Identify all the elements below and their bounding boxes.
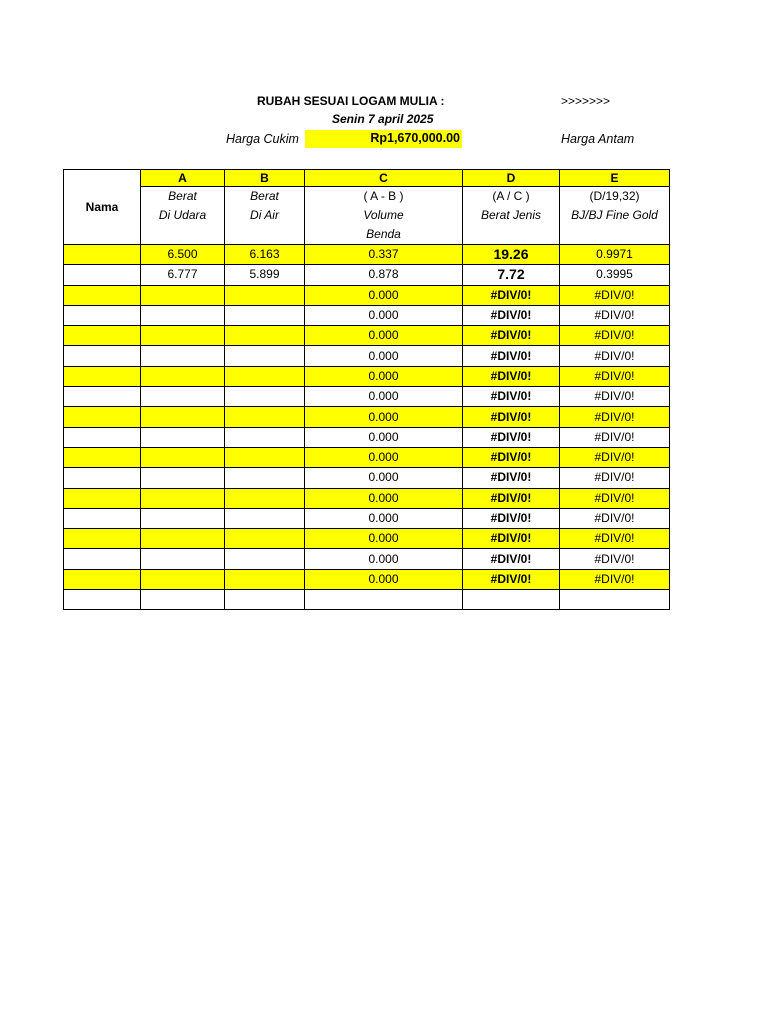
cell-b[interactable] [225,326,305,346]
cell-a[interactable] [141,407,225,427]
cell-a[interactable] [141,549,225,569]
cell-e[interactable]: #DIV/0! [560,326,670,346]
cell-e[interactable]: #DIV/0! [560,346,670,366]
cell-e[interactable]: #DIV/0! [560,427,670,447]
cell-c[interactable]: 0.000 [305,346,463,366]
cell-b[interactable]: 6.163 [225,245,305,265]
cell-e[interactable] [560,590,670,610]
cell-c[interactable]: 0.000 [305,366,463,386]
column-header-c-line3: Benda [366,227,401,241]
harga-cukim-cell[interactable] [305,130,462,148]
cell-nama[interactable] [64,529,141,549]
cell-c[interactable]: 0.000 [305,549,463,569]
cell-nama[interactable] [64,590,141,610]
cell-e[interactable]: #DIV/0! [560,569,670,589]
column-header-b-line1: Berat [250,189,279,203]
column-header-c [305,187,463,245]
cell-b[interactable]: 5.899 [225,265,305,285]
table-row [64,488,670,508]
cell-c[interactable]: 0.000 [305,529,463,549]
column-header-a-line2: Di Udara [158,208,207,222]
cell-d[interactable]: #DIV/0! [463,549,560,569]
column-header-b [225,187,305,245]
table-row [64,549,670,569]
harga-cukim-value: Rp1,670,000.00 [370,131,460,145]
cell-a[interactable] [141,346,225,366]
cell-a[interactable] [141,305,225,325]
cell-c[interactable]: 0.000 [305,285,463,305]
cell-nama[interactable] [64,346,141,366]
cell-c[interactable]: 0.000 [305,427,463,447]
cell-b[interactable] [225,488,305,508]
cell-b[interactable] [225,407,305,427]
cell-nama[interactable] [64,265,141,285]
cell-b[interactable] [225,387,305,407]
column-header-d [463,187,560,245]
column-letter-c: C [305,170,463,187]
table-row [64,366,670,386]
cell-b[interactable] [225,529,305,549]
arrows-indicator: >>>>>>> [561,94,611,108]
cell-c[interactable]: 0.337 [305,245,463,265]
column-header-a [141,187,225,245]
cell-b[interactable] [225,590,305,610]
column-letter-b: B [225,170,305,187]
cell-b[interactable] [225,346,305,366]
cell-e[interactable]: #DIV/0! [560,407,670,427]
cell-e[interactable]: #DIV/0! [560,366,670,386]
gold-density-table [63,169,670,610]
cell-a[interactable] [141,427,225,447]
table-row [64,407,670,427]
column-header-e-line1: (D/19,32) [589,189,640,203]
cell-d[interactable]: #DIV/0! [463,407,560,427]
cell-c[interactable]: 0.878 [305,265,463,285]
cell-a[interactable] [141,590,225,610]
cell-nama[interactable] [64,508,141,528]
cell-b[interactable] [225,468,305,488]
column-header-b-line2: Di Air [250,208,279,222]
cell-e[interactable]: #DIV/0! [560,488,670,508]
cell-d[interactable]: #DIV/0! [463,569,560,589]
cell-c[interactable]: 0.000 [305,447,463,467]
cell-d[interactable]: 19.26 [463,245,560,265]
cell-b[interactable] [225,366,305,386]
cell-b[interactable] [225,569,305,589]
cell-e[interactable]: #DIV/0! [560,305,670,325]
cell-d[interactable]: 7.72 [463,265,560,285]
harga-antam-label: Harga Antam [561,132,635,146]
cell-nama[interactable] [64,407,141,427]
cell-b[interactable] [225,305,305,325]
cell-d[interactable]: #DIV/0! [463,326,560,346]
cell-e[interactable]: #DIV/0! [560,549,670,569]
cell-e[interactable]: 0.3995 [560,265,670,285]
table-row [64,529,670,549]
cell-nama[interactable] [64,326,141,346]
cell-e[interactable]: #DIV/0! [560,468,670,488]
column-letter-e: E [560,170,670,187]
cell-d[interactable]: #DIV/0! [463,508,560,528]
cell-a[interactable]: 6.777 [141,265,225,285]
cell-b[interactable] [225,285,305,305]
cell-nama[interactable] [64,427,141,447]
table-row [64,346,670,366]
table-row [64,447,670,467]
cell-c[interactable]: 0.000 [305,508,463,528]
cell-c[interactable]: 0.000 [305,305,463,325]
cell-c[interactable]: 0.000 [305,488,463,508]
cell-a[interactable] [141,447,225,467]
cell-e[interactable]: #DIV/0! [560,508,670,528]
cell-nama[interactable] [64,468,141,488]
cell-c[interactable]: 0.000 [305,407,463,427]
column-header-d-line1: (A / C ) [492,189,530,203]
column-header-e [560,187,670,245]
cell-c[interactable]: 0.000 [305,326,463,346]
cell-a[interactable] [141,488,225,508]
table-row [64,468,670,488]
table-row [64,427,670,447]
sheet-title: RUBAH SESUAI LOGAM MULIA : [257,94,445,108]
table-row [64,387,670,407]
cell-nama[interactable] [64,569,141,589]
cell-a[interactable] [141,366,225,386]
cell-nama[interactable] [64,387,141,407]
cell-b[interactable] [225,447,305,467]
cell-nama[interactable] [64,447,141,467]
cell-a[interactable] [141,285,225,305]
column-header-a-line1: Berat [168,189,197,203]
table-row [64,569,670,589]
cell-a[interactable]: 6.500 [141,245,225,265]
cell-nama[interactable] [64,488,141,508]
column-header-e-line2: BJ/BJ Fine Gold [571,208,658,222]
cell-nama[interactable] [64,366,141,386]
table-row [64,265,670,285]
cell-a[interactable] [141,468,225,488]
cell-a[interactable] [141,387,225,407]
column-letter-d: D [463,170,560,187]
column-header-d-line2: Berat Jenis [480,208,542,222]
cell-nama[interactable] [64,549,141,569]
cell-nama[interactable] [64,245,141,265]
column-header-c-line2: Volume [363,208,404,222]
column-header-c-line1: ( A - B ) [363,189,404,203]
cell-b[interactable] [225,549,305,569]
table-row [64,508,670,528]
cell-d[interactable]: #DIV/0! [463,447,560,467]
cell-e[interactable]: #DIV/0! [560,529,670,549]
cell-a[interactable] [141,508,225,528]
cell-nama[interactable] [64,285,141,305]
cell-c[interactable]: 0.000 [305,569,463,589]
table-row [64,326,670,346]
table-row [64,245,670,265]
cell-c[interactable]: 0.000 [305,387,463,407]
column-letter-a: A [141,170,225,187]
cell-e[interactable]: 0.9971 [560,245,670,265]
cell-b[interactable] [225,427,305,447]
cell-a[interactable] [141,529,225,549]
table-row [64,285,670,305]
cell-d[interactable]: #DIV/0! [463,305,560,325]
cell-d[interactable]: #DIV/0! [463,285,560,305]
cell-d[interactable]: #DIV/0! [463,387,560,407]
cell-a[interactable] [141,326,225,346]
cell-nama[interactable] [64,305,141,325]
date-label: Senin 7 april 2025 [332,112,434,126]
table-row [64,590,670,610]
cell-d[interactable]: #DIV/0! [463,346,560,366]
cell-e[interactable]: #DIV/0! [560,447,670,467]
cell-d[interactable]: #DIV/0! [463,529,560,549]
cell-b[interactable] [225,508,305,528]
cell-e[interactable]: #DIV/0! [560,285,670,305]
cell-d[interactable]: #DIV/0! [463,366,560,386]
cell-d[interactable]: #DIV/0! [463,488,560,508]
cell-c[interactable]: 0.000 [305,468,463,488]
cell-e[interactable]: #DIV/0! [560,387,670,407]
cell-d[interactable]: #DIV/0! [463,468,560,488]
cell-d[interactable] [463,590,560,610]
table-row [64,305,670,325]
column-header-nama: Nama [64,170,141,245]
cell-d[interactable]: #DIV/0! [463,427,560,447]
cell-a[interactable] [141,569,225,589]
harga-cukim-label: Harga Cukim [226,132,299,146]
cell-c[interactable] [305,590,463,610]
